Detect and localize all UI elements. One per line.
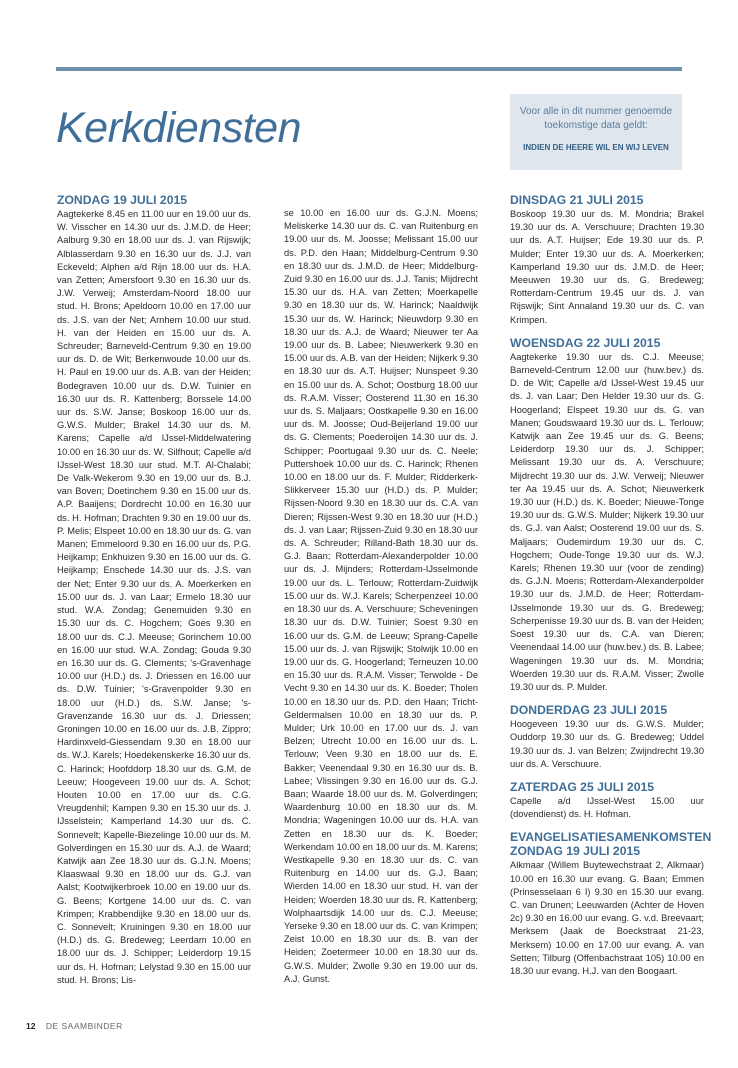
section-heading: DONDERDAG 23 JULI 2015 [510, 703, 668, 718]
page-footer [26, 1021, 123, 1031]
section-heading: DINSDAG 21 JULI 2015 [510, 193, 644, 207]
section-block [510, 193, 704, 327]
section-heading: ZONDAG 19 JULI 2015 [57, 193, 188, 207]
section-heading: ZATERDAG 25 JULI 2015 [510, 779, 655, 794]
section-text: se 10.00 en 16.00 uur ds. G.J.N. Moens; Meliskerke 14.30 uur ds. C. van Ruitenburg en 19.00 uur ds. M. Joosse; Melissant 15.00 uur ds. P.D. den Haan; Middelburg-Centrum 9.30 en 18.30 uur ds. J.M.D. de Heer; Middelburg-Zuid 9.30 en 16.00 uur ds. J.J. Tanis; Mijdrecht 15.30 uur ds. H.A. van Zetten; Moerkapelle 9.30 en 18.30 uur ds. W. Harinck; Naaldwijk 15.30 uur ds. W. Harinck; Nieuwdorp 9.30 en 18.30 uur ds. A.J. de Waard; Nieuwer ter Aa 19.00 uur ds. B. Labee; Nieuwerkerk 9.30 en 15.00 uur ds. A.B. van der Heiden; Nijkerk 9.30 en 18.30 uur ds. A.T. Huijser; Nunspeet 9.30 en 15.00 uur ds. A. Schot; Oostburg 18.00 uur ds. R.A.M. Visser; Oosterend 11.30 en 16.30 uur ds. S. Maljaars; Oostkapelle 9.30 en 16.00 uur ds. M. Joosse; Oud-Beijerland 19.00 uur ds. G. Clements; Poederoijen 14.30 uur ds. J. Schipper; Poortugaal 9.30 uur ds. C. Neele; Puttershoek 10.00 uur ds. C. Harinck; Rhenen 10.00 en 18.00 uur ds. F. Mulder; Ridderkerk-Slikkerveer 15.30 uur (H.D.) ds. P. Mulder; Rijssen-Noord 9.30 en 18.30 uur ds. C.A. van Dieren; Rijssen-West 9.30 en 18.30 uur (H.D.) ds. J. van Laar; Rijssen-Zuid 9.30 en 18.30 uur ds. A. Schreuder; Rilland-Bath 18.30 uur ds. G.J. Baan; Rotterdam-Alexanderpolder 10.00 uur ds. J. Mijnders; Rotterdam-IJsselmonde 19.00 uur ds. L. Terlouw; Rotterdam-Zuidwijk 15.00 uur ds. W.J. Karels; Scherpenzeel 10.00 en 18.30 uur ds. A. Verschuure; Scheveningen 18.30 uur ds. D.W. Tuinier; Soest 9.30 en 16.00 uur ds. G.M. de Leeuw; Sprang-Capelle 15.00 uur ds. J. van Rijswijk; Stolwijk 10.00 en 19.00 uur ds. G. Hoogerland; Terneuzen 10.00 en 15.30 uur ds. R.A.M. Visser; Terwolde - De Vecht 9.30 en 14.30 uur ds. K. Boeder; Tholen 10.00 en 18.30 uur ds. P.D. den Haan; Tricht-Geldermalsen 10.00 en 18.30 uur ds. P. Mulder; Urk 10.00 en 17.00 uur ds. J. van Belzen; Utrecht 10.00 en 16.00 uur ds. L. Terlouw; Veen 9.30 en 18.00 uur ds. E. Bakker; Veenendaal 9.30 en 16.30 uur ds. B. Labee; Vlissingen 9.30 en 16.00 uur ds. G.J. Baan; Waarde 18.00 uur ds. M. Golverdingen; Waardenburg 10.00 en 18.30 uur ds. M. Mondria; Wageningen 10.00 uur ds. H.A. van Zetten en 18.30 uur ds. K. Boeder; Werkendam 10.00 en 18.00 uur ds. M. Karens; Westkapelle 9.30 en 18.30 uur ds. C. van Ruitenburg en 14.00 uur ds. G.J. Baan; Wierden 14.00 en 18.30 uur stud. H. van der Heiden; Woerden 18.30 uur ds. R. Kattenberg; Wolphaartsdijk 14.00 uur ds. C.J. Meeuse; Yerseke 9.30 en 18.00 uur ds. C. van Krimpen; Zeist 10.00 en 18.30 uur ds. B. van der Heiden; Zoetermeer 10.00 en 18.30 uur ds. G.W.S. Mulder; Zwolle 9.30 en 19.00 uur ds. A.J. Gunst. [284, 208, 478, 984]
column-3 [510, 193, 712, 987]
section-text: Aagtekerke 19.30 uur ds. C.J. Meeuse; Barneveld-Centrum 12.00 uur (huw.bev.) ds. D. de Wit; Capelle a/d IJssel-West 19.45 uur ds. J. van Laar; Den Helder 19.30 uur ds. G. Hoogerland; Elspeet 19.30 uur ds. G. van Manen; Goudswaard 19.30 uur ds. L. Terlouw; Katwijk aan Zee 19.45 uur ds. G. Beens; Leiderdorp 19.30 uur ds. J. Schipper; Melissant 19.30 uur ds. A. Verschuure; Mijdrecht 19.30 uur ds. J.W. Verweij; Nieuwer ter Aa 19.45 uur ds. A. Schot; Nieuwerkerk 19.30 uur (H.D.) ds. K. Boeder; Nieuwe-Tonge 19.30 uur ds. G.W.S. Mulder; Nijkerk 19.30 uur ds. G.J. van Aalst; Oosterend 19.00 uur ds. S. Maljaars; Oudemirdum 19.30 uur ds. C. Hogchem; Oude-Tonge 19.30 uur ds. W.J. Karels; Rhenen 19.30 uur (voor de zending) ds. G.J.N. Moens; Rotterdam-Alexanderpolder 19.30 uur ds. J.M.D. de Heer; Rotterdam-IJsselmonde 19.30 uur ds. G. Bredeweg; Scherpenisse 19.30 uur ds. B. van der Heiden; Soest 19.30 uur ds. C.A. van Dieren; Veenendaal 14.00 uur (huw.bev.) ds. B. Labee; Wageningen 19.30 uur ds. M. Mondria; Woerden 19.30 uur ds. R.A.M. Visser; Zwolle 19.30 uur ds. P. Mulder. [510, 351, 704, 692]
section-text: Alkmaar (Willem Buytewechstraat 2, Alkmaar) 10.00 en 16.30 uur evang. G. Baan; Emmen (Prinsesselaan 6 I) 9.30 en 15.30 uur evang. C. van Drunen; Leeuwarden (Achter de Hoven 2c) 9.30 en 16.00 uur evang. G. v.d. Breevaart; Merksem (Jaak de Boeckstraat 21-23, Merksem) 10.00 en 17.00 uur evang. A. van Setten; Tilburg (Offenbachstraat 105) 10.00 en 18.30 uur evang. H.J. van den Boogaart. [510, 860, 704, 976]
section-heading: WOENSDAG 22 JULI 2015 [510, 335, 661, 350]
section-text: Boskoop 19.30 uur ds. M. Mondria; Brakel 19.30 uur ds. A. Verschuure; Drachten 19.30 uur ds. A.T. Huijser; Ede 19.30 uur ds. P. Mulder; Enter 19.30 uur ds. A. Moerkerken; Kamperland 19.30 uur ds. J.M.D. de Heer; Meeuwen 19.30 uur ds. G. Bredeweg; Rotterdam-Centrum 19.45 uur ds. J. van Rijswijk; Sint Annaland 19.30 uur ds. C. van Krimpen. [510, 209, 704, 325]
notice-motto: INDIEN DE HEERE WIL EN WIJ LEVEN [523, 143, 669, 152]
notice-text: Voor alle in dit nummer genoemde toekomstige data geldt: [519, 106, 673, 131]
section-text: Aagtekerke 8.45 en 11.00 uur en 19.00 uur ds. W. Visscher en 14.30 uur ds. J.M.D. de Heer; Aalburg 9.30 en 18.00 uur ds. J. van Rijswijk; Alblasserdam 9.30 en 16.30 uur ds. J.J. van Eckeveld; Alphen a/d Rijn 18.00 uur ds. H.A. van Zetten; Amersfoort 9.30 en 16.30 uur ds. J.W. Verweij; Amsterdam-Noord 18.00 uur stud. H. Brons; Apeldoorn 10.00 en 17.00 uur ds. J.S. van der Net; Arnhem 10.00 uur stud. H. van der Heiden en 15.00 uur ds. A. Schreuder; Barneveld-Centrum 9.30 en 19.00 uur ds. D. de Wit; Berkenwoude 10.00 uur ds. H. Paul en 19.00 uur ds. A.B. van der Heiden; Bodegraven 10.00 uur ds. D.W. Tuinier en 16.30 uur ds. R. Kattenberg; Borssele 14.00 uur ds. S.W. Janse; Boskoop 16.00 uur ds. G.W.S. Mulder; Brakel 14.30 uur ds. M. Karens; Capelle a/d IJssel-Middelwatering 10.00 en 16.30 uur ds. W. Silfhout; Capelle a/d IJssel-West 18.30 uur stud. M.T. Al-Chalabi; De Valk-Wekerom 9.30 en 19.00 uur ds. B.J. van Boven; Doetinchem 9.30 en 15.00 uur ds. A.P. Baaijens; Dordrecht 10.00 en 16.30 uur ds. H. Hofman; Drachten 9.30 en 19.00 uur ds. P. Melis; Elspeet 10.00 en 18.30 uur ds. G. van Manen; Emmeloord 9.30 en 16.00 uur ds. P.G. Heijkamp; Enkhuizen 9.30 en 16.00 uur ds. G. Heijkamp; Enschede 14.30 uur ds. J.S. van der Net; Enter 9.30 uur ds. A. Moerkerken en 15.00 uur ds. J. van Laar; Ermelo 18.30 uur stud. W.A. Zondag; Genemuiden 9.30 en 15.30 uur ds. C. Hogchem; Goes 9.30 en 18.00 uur ds. C.J. Meeuse; Gorinchem 10.00 en 16.00 uur stud. W.A. Zondag; Gouda 9.30 en 16.30 uur ds. G. Clements; 's-Gravenhage 10.00 uur (H.D.) ds. J. Driessen en 16.00 uur ds. D.W. Tuinier; 's-Gravenpolder 9.30 en 18.00 uur (H.D.) ds. S.W. Janse; 's-Gravenzande 16.30 uur ds. J. Driessen; Groningen 10.00 en 16.00 uur ds. J.B. Zippro; Hardinxveld-Giessendam 9.30 en 18.00 uur ds. W.J. Karels; Hoedekenskerke 16.30 uur ds. C. Harinck; Hoofddorp 18.30 uur ds. G.M. de Leeuw; Hoogeveen 19.00 uur ds. A. Schot; Houten 10.00 en 17.00 uur ds. C.G. Vreugdenhil; Kampen 9.30 en 15.30 uur ds. J. IJsselstein; Kamperland 14.30 uur ds. C. Sonnevelt; Kapelle-Biezelinge 10.00 uur ds. M. Golverdingen en 15.30 uur ds. A.J. de Waard; Katwijk aan Zee 18.30 uur ds. G.J.N. Moens; Klaaswaal 9.30 en 18.00 uur ds. G.J. van Aalst; Kootwijkerbroek 10.00 en 19.00 uur ds. G. Beens; Kortgene 14.00 uur ds. C. van Krimpen; Krabbendijke 9.30 en 18.00 uur ds. C. Sonnevelt; Kruiningen 9.30 en 18.00 uur (H.D.) ds. G. Bredeweg; Leerdam 10.00 en 18.00 uur ds. J. Schipper; Leiderdorp 19.15 uur ds. H. Hofman; Lelystad 9.30 en 15.00 uur stud. H. Brons; Lis- [57, 209, 251, 985]
page-number: 12 [26, 1021, 36, 1031]
page-title: Kerkdiensten [56, 104, 301, 152]
section-block [510, 703, 704, 771]
notice-box [510, 94, 682, 170]
column-2 [284, 207, 478, 986]
section-block [510, 830, 712, 978]
section-block [510, 780, 704, 821]
magazine-name: DE SAAMBINDER [45, 1021, 123, 1031]
section-heading: EVANGELISATIESAMENKOMSTEN ZONDAG 19 JULI 2015 [510, 830, 712, 859]
section-block [510, 336, 704, 694]
section-text: Capelle a/d IJssel-West 15.00 uur (dovendienst) ds. H. Hofman. [510, 795, 704, 820]
top-rule [56, 67, 682, 71]
column-1 [57, 193, 251, 987]
section-text: Hoogeveen 19.30 uur ds. G.W.S. Mulder; Ouddorp 19.30 uur ds. G. Bredeweg; Uddel 19.30 uur ds. J. van Belzen; Zwijndrecht 19.30 uur ds. A. Verschuure. [510, 719, 704, 769]
